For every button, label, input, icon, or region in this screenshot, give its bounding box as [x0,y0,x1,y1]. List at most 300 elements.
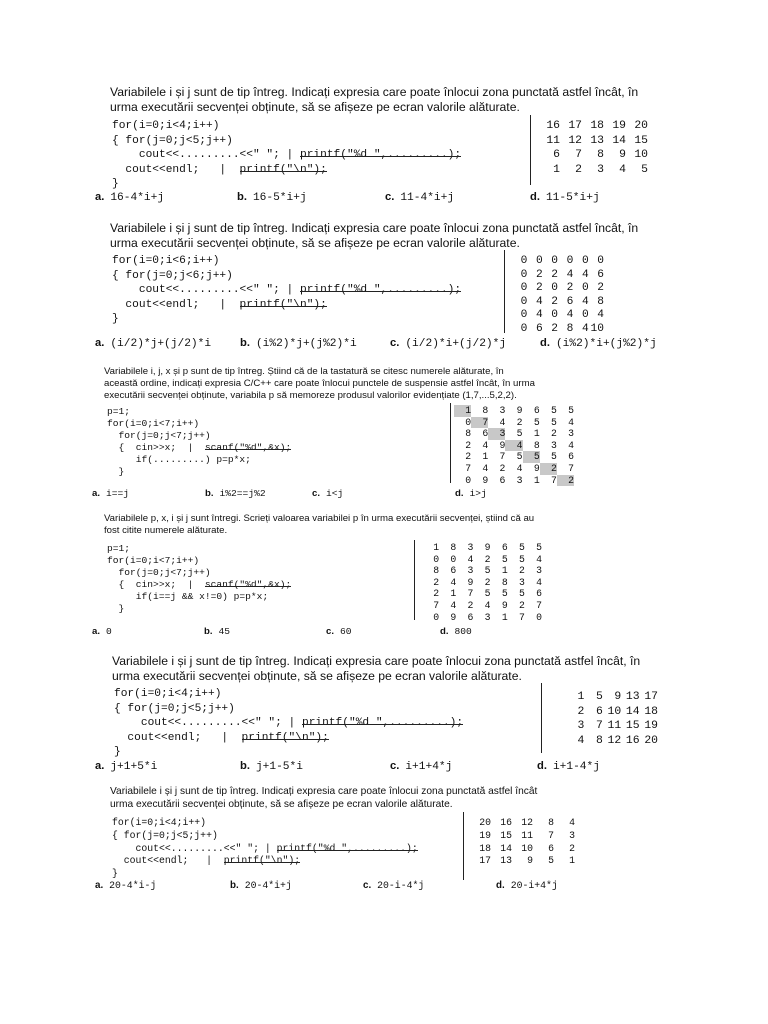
grid-cell: 4 [499,416,506,428]
strike-mark [300,156,461,157]
code-line: cout<<endl; | printf("\n"); [112,298,327,311]
grid-cell: 6 [533,405,540,416]
strike-mark [224,862,300,863]
grid-cell: 9 [527,855,533,867]
grid-cell: 1 [450,588,457,600]
grid-cell: 9 [614,691,622,703]
grid-cell: 4 [482,462,489,474]
grid-cell: 1 [569,855,575,867]
grid-cell: 5 [516,428,523,440]
grid-cell: 1 [533,428,540,440]
grid-cell: 0 [535,255,543,267]
option-text: 11-4*i+j [400,192,455,204]
grid-cell: 11 [607,720,622,733]
grid-cell: 18 [479,842,491,854]
question-text [112,654,640,684]
grid-cell-highlighted: 2 [540,463,557,475]
grid-cell: 20 [479,817,491,828]
question-line: această ordine, indicați expresia C/C++ care poate înlocui punctele de suspensie astfel încât, în urma [104,378,535,389]
grid-cell: 2 [535,268,543,281]
grid-cell: 8 [450,542,457,553]
grid-cell: 3 [484,611,491,623]
grid-cell: 19 [612,120,626,132]
grid-cell: 6 [566,295,574,308]
grid-cell: 0 [450,553,457,565]
grid-cell: 6 [450,565,457,577]
grid-cell: 11 [546,134,560,147]
code-block [107,543,291,615]
grid-cell: 7 [568,462,574,474]
option-label: c. [390,337,400,349]
question-line: fost citite numerele alăturate. [104,525,228,536]
grid-cell: 3 [536,565,542,577]
grid-cell: 4 [450,576,457,588]
grid-cell: 0 [551,255,558,267]
option-label: b. [240,760,250,772]
strike-mark [240,171,327,172]
grid-cell: 15 [634,134,648,147]
grid-cell: 3 [518,576,525,588]
grid-cell: 17 [568,120,582,132]
values-grid [454,405,574,486]
values-grid [422,542,542,623]
question-line: Variabilele i, j, x și p sunt de tip întreg. Știind că de la tastatură se citesc numerele alăturate, în [104,366,504,377]
answer-option-d[interactable] [496,880,558,891]
grid-cell: 0 [433,611,440,623]
answer-option-b[interactable] [230,880,292,891]
separator-line [414,540,415,620]
grid-cell: 5 [550,405,557,416]
grid-cell: 3 [550,439,557,451]
option-label: a. [95,191,105,203]
grid-cell: 1 [577,691,585,703]
grid-cell: 1 [553,163,560,176]
code-line: { cin>>x; | scanf("%d",&x); [107,442,292,453]
grid-cell: 6 [595,705,603,718]
grid-cell: 5 [550,451,557,463]
grid-cell: 3 [569,829,575,841]
code-line: cout<<.........<<" "; | printf("%d ",.........); [112,284,462,297]
grid-cell: 7 [465,462,472,474]
grid-cell: 3 [467,565,474,577]
strike-mark [302,724,463,725]
question-line: urma executării secvenței obținute, să se afișeze pe ecran valorile alăturate. [110,236,520,250]
option-label: d. [440,626,449,637]
answer-option-b[interactable] [240,337,357,350]
option-text: 45 [218,626,231,637]
grid-cell: 13 [625,691,640,703]
strike-mark [205,586,291,587]
strike-mark [240,306,327,307]
grid-cell: 6 [568,451,574,463]
grid-cell-highlighted: 4 [505,440,522,452]
grid-cell: 5 [484,588,491,600]
answer-option-a[interactable] [95,191,164,204]
option-text: (i%2)*i+(j%2)*j [555,338,657,350]
grid-cell: 9 [499,439,506,451]
grid-cell: 0 [566,255,574,267]
grid-cell: 6 [548,842,554,854]
grid-cell: 0 [520,322,528,335]
grid-cell: 7 [499,451,506,463]
grid-cell: 0 [597,255,604,267]
grid-cell: 13 [500,855,512,867]
strike-mark [277,850,418,851]
option-text: i<j [326,488,344,499]
grid-cell: 5 [550,416,557,428]
grid-cell: 2 [484,553,491,565]
option-text: 60 [340,626,352,637]
answer-option-c[interactable] [312,488,343,499]
grid-cell: 6 [597,268,604,281]
question-text [104,366,535,402]
question-line: urma executării secvenței obținute, să se afișeze pe ecran valorile alăturate. [110,100,520,114]
grid-cell: 7 [536,599,542,611]
grid-cell: 0 [536,611,542,623]
option-label: c. [385,191,395,203]
grid-cell: 2 [467,599,474,611]
grid-cell: 7 [575,149,582,162]
code-line: } [107,603,125,614]
grid-cell: 4 [536,576,542,588]
grid-cell: 18 [644,705,658,718]
grid-cell: 2 [551,295,558,308]
grid-cell: 0 [520,282,528,295]
grid-cell: 14 [625,705,640,718]
grid-cell: 9 [467,576,474,588]
option-text: 16-5*i+j [252,192,307,204]
grid-cell: 0 [433,553,440,565]
grid-cell: 9 [482,474,489,486]
answer-option-a[interactable] [95,880,156,891]
answer-option-c[interactable] [363,880,424,891]
answer-option-a[interactable] [92,626,112,637]
grid-cell: 6 [467,611,474,623]
option-text: 0 [106,626,112,637]
grid-cell: 17 [644,691,658,703]
answer-option-b[interactable] [240,760,303,773]
grid-cell: 4 [581,268,589,281]
grid-cell: 7 [467,588,474,600]
grid-cell: 8 [595,734,603,747]
grid-cell: 2 [551,322,558,335]
grid-cell: 12 [521,817,533,828]
grid-cell: 4 [568,416,574,428]
grid-cell: 8 [566,322,574,335]
separator-line [450,403,451,483]
answer-option-a[interactable] [92,488,129,499]
grid-cell: 0 [520,268,528,281]
grid-cell: 9 [516,405,523,416]
grid-cell: 9 [501,599,508,611]
code-line: for(j=0;j<7;j++) [107,430,211,441]
option-label: c. [390,760,400,772]
grid-cell: 2 [433,576,440,588]
grid-cell: 0 [581,309,589,322]
grid-cell: 0 [581,282,589,295]
grid-cell: 2 [518,599,525,611]
option-text: j+1+5*i [110,761,158,773]
code-line: for(i=0;i<7;i++) [107,418,200,429]
answer-option-b[interactable] [205,488,266,499]
answer-option-d[interactable] [440,626,472,637]
grid-cell: 10 [521,842,533,854]
grid-cell: 15 [500,829,512,841]
grid-cell: 16 [500,817,512,828]
grid-cell: 17 [479,855,491,867]
strike-mark [242,739,329,740]
grid-cell: 1 [501,611,508,623]
values-grid [566,690,658,748]
option-label: c. [312,488,321,499]
option-label: d. [455,488,464,499]
grid-cell: 4 [482,439,489,451]
answer-option-c[interactable] [326,626,352,637]
option-text: i>j [469,488,487,499]
code-line: cout<<.........<<" "; | printf("%d ",.........); [112,149,462,162]
grid-cell: 8 [533,439,540,451]
grid-cell: 2 [465,439,472,451]
grid-cell: 5 [518,588,525,600]
grid-cell: 1 [533,474,540,486]
grid-cell: 13 [590,134,604,147]
grid-cell: 4 [535,295,543,308]
grid-cell: 6 [535,322,543,335]
option-label: d. [540,337,550,349]
question-line: Variabilele p, x, i și j sunt întregi. Scrieți valoarea variabilei p în urma executării secvenței, știind că au [104,513,535,524]
grid-cell: 0 [520,295,528,308]
code-line: } [114,746,121,759]
values-grid [512,255,604,337]
answer-option-a[interactable] [95,337,211,350]
grid-cell: 2 [569,842,575,854]
grid-cell: 12 [607,734,622,747]
answer-option-d[interactable] [455,488,487,499]
grid-cell: 5 [516,451,523,463]
grid-cell: 0 [520,255,528,267]
grid-cell: 10 [634,149,648,162]
grid-cell: 11 [521,829,533,841]
option-label: d. [496,880,505,891]
code-line: cout<<endl; | printf("\n"); [114,731,329,744]
answer-option-c[interactable] [385,191,454,204]
grid-cell: 1 [433,542,440,553]
grid-cell: 18 [590,120,604,132]
grid-cell: 2 [516,416,523,428]
code-line: { for(j=0;j<5;j++) [112,134,233,147]
code-line: } [112,313,119,326]
code-line: if(i==j && x!=0) p=p*x; [107,591,269,602]
grid-cell-highlighted: 2 [557,475,574,487]
grid-cell: 4 [568,439,574,451]
values-grid [538,119,648,177]
grid-cell: 4 [619,163,626,176]
code-block [107,406,291,478]
grid-cell: 20 [644,734,658,747]
code-line: cout<<.........<<" "; | printf("%d ",.........); [112,842,418,854]
grid-cell: 4 [467,553,474,565]
option-text: i+1-4*j [552,761,600,773]
grid-cell: 6 [482,428,489,440]
option-text: 20-i-4*j [377,880,425,891]
answer-option-c[interactable] [390,337,506,350]
option-label: a. [95,760,105,772]
grid-cell: 0 [465,416,472,428]
grid-cell: 9 [484,542,491,553]
grid-cell: 8 [597,295,604,308]
option-label: b. [230,880,239,891]
option-label: a. [95,337,105,349]
question-text [110,786,537,812]
grid-cell: 7 [595,720,603,733]
grid-cell: 9 [619,149,626,162]
option-label: a. [95,880,104,891]
grid-cell: 8 [482,405,489,416]
grid-cell: 2 [566,282,574,295]
grid-cell: 5 [536,542,542,553]
option-label: c. [326,626,335,637]
grid-cell: 12 [568,134,582,147]
grid-cell: 9 [533,462,540,474]
answer-option-a[interactable] [95,760,157,773]
answer-option-d[interactable] [540,337,657,350]
answer-option-c[interactable] [390,760,452,773]
grid-cell: 2 [597,282,604,295]
grid-cell: 16 [625,734,640,747]
grid-cell: 0 [465,474,472,486]
grid-cell: 5 [568,405,574,416]
option-text: 20-4*i+j [244,880,292,891]
grid-cell: 5 [548,855,554,867]
option-text: i==j [106,488,130,499]
grid-cell: 1 [482,451,489,463]
grid-cell: 5 [533,416,540,428]
code-line: { for(j=0;j<5;j++) [112,829,218,841]
option-label: b. [237,191,247,203]
strike-mark [205,449,291,450]
code-line: cout<<endl; | printf("\n"); [112,163,327,176]
code-line: for(j=0;j<7;j++) [107,567,211,578]
option-text: 11-5*i+j [545,192,600,204]
grid-cell: 3 [467,542,474,553]
option-text: 20-i+4*j [510,880,558,891]
option-text: i+1+4*j [405,761,453,773]
option-text: (i/2)*i+(j/2)*j [405,338,507,350]
grid-cell: 0 [551,282,558,295]
code-line: p=1; [107,406,131,417]
code-line: for(i=0;i<4;i++) [112,817,207,828]
answer-option-b[interactable] [237,191,307,204]
separator-line [541,683,542,753]
values-grid [470,817,575,868]
option-text: (i%2)*j+(j%2)*i [255,338,357,350]
grid-cell: 14 [500,842,512,854]
answer-option-d[interactable] [530,191,600,204]
grid-cell: 2 [551,268,558,281]
grid-cell: 8 [597,149,604,162]
code-line: for(i=0;i<4;i++) [112,120,220,132]
grid-cell: 3 [516,474,523,486]
grid-cell: 4 [581,322,589,335]
grid-cell: 8 [501,576,508,588]
code-line: p=1; [107,543,131,554]
grid-cell: 9 [450,611,457,623]
grid-cell: 5 [595,691,603,703]
question-line: urma executării secvenței obținute, să se afișeze pe ecran valorile alăturate. [112,669,522,683]
grid-cell: 19 [479,829,491,841]
grid-cell: 15 [625,720,640,733]
grid-cell: 4 [536,553,542,565]
grid-cell: 4 [535,309,543,322]
grid-cell: 2 [499,462,506,474]
grid-cell: 7 [548,829,554,841]
grid-cell: 19 [644,720,658,733]
grid-cell: 2 [535,282,543,295]
grid-cell: 1 [501,565,508,577]
question-text [104,513,534,537]
grid-cell: 6 [553,149,560,162]
strike-mark [300,291,461,292]
grid-cell: 8 [465,428,472,440]
question-line: executării secvenței obținute, variabila p să memoreze produsul valorilor evidențiate (1,7,...5,2,2). [104,390,517,401]
answer-option-d[interactable] [537,760,600,773]
option-text: 800 [454,626,472,637]
grid-cell: 8 [433,565,440,577]
grid-cell: 4 [577,734,585,747]
option-label: a. [92,488,101,499]
question-line: Variabilele i și j sunt de tip întreg. Indicați expresia care poate înlocui zona punctată astfel încât, în [110,85,639,99]
question-line: urma executării secvenței obținute, să se afișeze pe ecran valorile alăturate. [110,798,453,810]
code-line: for(i=0;i<6;i++) [112,255,220,267]
grid-cell: 2 [550,428,557,440]
grid-cell: 3 [577,720,585,733]
question-line: Variabilele i și j sunt de tip întreg. Indicați expresia care poate înlocui zona punctată astfel încât, în [110,221,639,235]
grid-cell-highlighted: 7 [471,417,488,429]
code-line: cout<<endl; | printf("\n"); [112,855,301,867]
grid-cell: 2 [575,163,582,176]
grid-cell: 7 [518,611,525,623]
answer-option-b[interactable] [204,626,230,637]
grid-cell: 14 [612,134,626,147]
grid-cell: 10 [607,705,622,718]
grid-cell: 2 [465,451,472,463]
grid-cell: 5 [641,163,648,176]
code-line: for(i=0;i<4;i++) [114,688,222,700]
option-text: 16-4*i+j [110,192,165,204]
grid-cell-highlighted: 5 [523,451,540,463]
code-line: { for(j=0;j<6;j++) [112,269,233,282]
grid-cell: 5 [518,542,525,553]
option-text: 20-4*i-j [109,880,157,891]
grid-cell: 5 [501,588,508,600]
grid-cell: 5 [484,565,491,577]
option-label: d. [530,191,540,203]
option-label: b. [240,337,250,349]
grid-cell: 20 [634,120,648,132]
option-text: i%2==j%2 [219,488,266,499]
question-line: Variabilele i și j sunt de tip întreg. Indicați expresia care poate înlocui zona punctată astfel încât, în [112,654,641,668]
option-label: d. [537,760,547,772]
grid-cell: 7 [550,474,557,486]
code-line: } [112,868,118,880]
grid-cell: 16 [546,120,560,132]
grid-cell: 8 [548,817,554,828]
grid-cell: 4 [516,462,523,474]
grid-cell: 0 [581,255,589,267]
code-line: { for(j=0;j<5;j++) [114,702,235,715]
grid-cell: 4 [581,295,589,308]
grid-cell: 0 [520,309,528,322]
